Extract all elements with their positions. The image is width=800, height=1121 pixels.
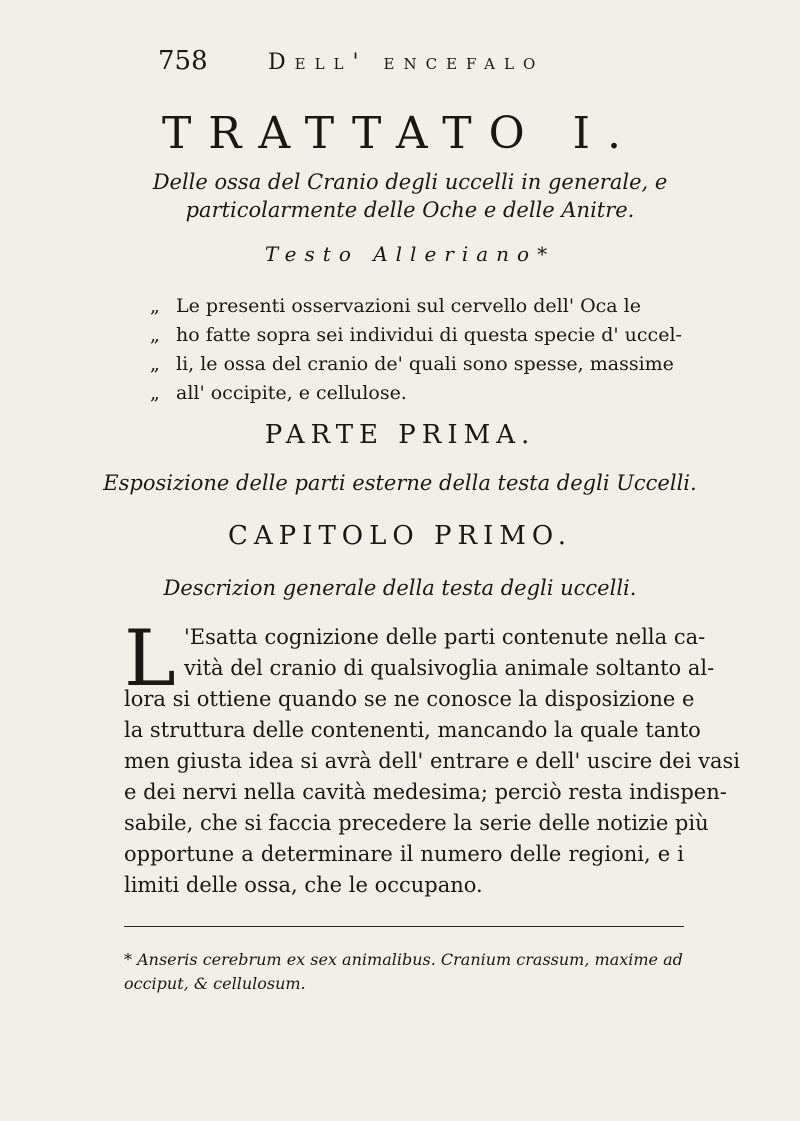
part-heading: PARTE PRIMA. (264, 420, 536, 450)
body-line: opportune a determinare il numero delle regioni, e i (124, 842, 684, 866)
footnote-divider (124, 926, 684, 927)
treatise-title: TRATTATO I. (161, 108, 639, 159)
quote-mark: „ (150, 382, 160, 404)
part-subheading: Esposizione delle parti esterne della testa degli Uccelli. (103, 471, 697, 495)
quote-line-text: li, le ossa del cranio de' quali sono spesse, massime (176, 353, 674, 375)
quote-line (150, 350, 690, 379)
body-line: limiti delle ossa, che le occupano. (124, 873, 483, 897)
quote-mark: „ (150, 295, 160, 317)
body-line: 'Esatta cognizione delle parti contenute nella ca- (184, 625, 706, 649)
page-number: 758 (158, 46, 208, 76)
subtitle-line: particolarmente delle Oche e delle Anitre. (185, 198, 635, 222)
drop-cap: L (124, 614, 176, 704)
testo-heading: Testo Alleriano* (264, 242, 556, 266)
running-title: Dell' encefalo (268, 50, 545, 75)
body-line: la struttura delle contenenti, mancando la quale tanto (124, 718, 701, 742)
body-line: sabile, che si faccia precedere la serie delle notizie più (124, 811, 709, 835)
quote-line (150, 379, 690, 408)
footnote-line: * Anseris cerebrum ex sex animalibus. Cranium crassum, maxime ad (124, 950, 683, 969)
quoted-text-block (150, 292, 690, 408)
subtitle-line: Delle ossa del Cranio degli uccelli in generale, e (152, 170, 668, 194)
footnote-line: occiput, & cellulosum. (124, 974, 306, 993)
quote-line-text: all' occipite, e cellulose. (176, 382, 407, 404)
body-line: e dei nervi nella cavità medesima; perciò resta indispen- (124, 780, 727, 804)
quote-line-text: ho fatte sopra sei individui di questa specie d' uccel- (176, 324, 682, 346)
footnote (124, 948, 684, 996)
body-paragraph (124, 614, 740, 901)
quote-line (150, 292, 690, 321)
chapter-subheading: Descrizion generale della testa degli uccelli. (163, 576, 637, 600)
quote-mark: „ (150, 353, 160, 375)
quote-line-text: Le presenti osservazioni sul cervello dell' Oca le (176, 295, 641, 317)
running-head (150, 46, 620, 76)
body-line: vità del cranio di qualsivoglia animale soltanto al- (184, 656, 715, 680)
chapter-heading: CAPITOLO PRIMO. (228, 521, 572, 551)
body-line: men giusta idea si avrà dell' entrare e dell' uscire dei vasi (124, 749, 740, 773)
treatise-subtitle (150, 168, 670, 224)
body-line: lora si ottiene quando se ne conosce la disposizione e (124, 687, 695, 711)
quote-line (150, 321, 690, 350)
quote-mark: „ (150, 324, 160, 346)
